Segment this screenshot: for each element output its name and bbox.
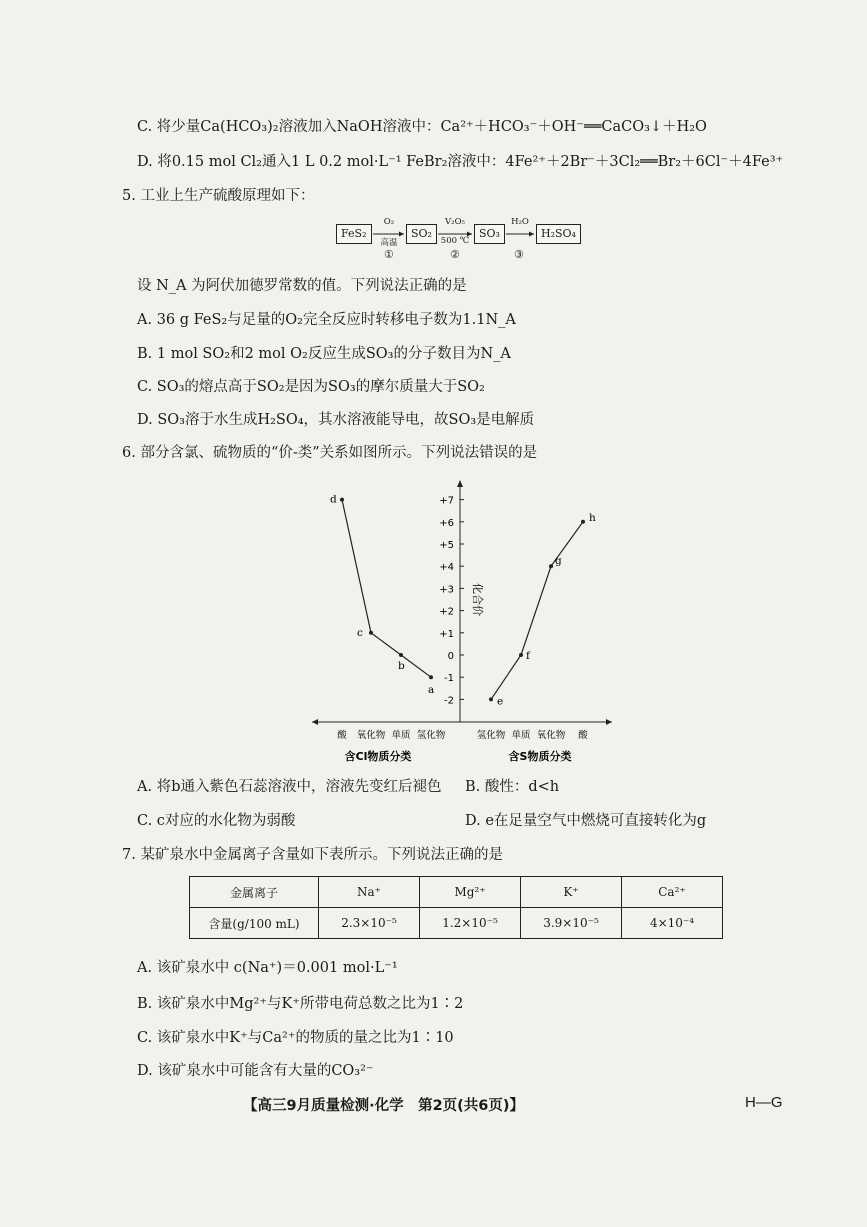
- sulfuric-acid-flow-diagram: [336, 217, 576, 266]
- data-point: [549, 564, 553, 568]
- q5-option-a: A. 36 g FeS₂与足量的O₂完全反应时转移电子数为1.1N_A: [137, 312, 516, 328]
- x-category-label: 氢化物: [416, 730, 446, 741]
- x-category-label: 单质: [511, 730, 531, 741]
- point-label: b: [398, 660, 405, 672]
- flow-step1: ①: [384, 248, 394, 261]
- point-label: e: [497, 695, 504, 708]
- q6-stem: 6. 部分含氯、硫物质的“价-类”关系如图所示。下列说法错误的是: [122, 445, 538, 461]
- valence-class-chart: [0, 470, 867, 770]
- paper-code: H—G: [745, 1094, 783, 1111]
- point-label: h: [589, 511, 596, 524]
- table-cell: Ca²⁺: [622, 877, 723, 908]
- y-axis-arrow: [457, 480, 463, 487]
- x-category-label: 酸: [578, 730, 588, 741]
- series-line: [491, 522, 583, 700]
- q5-option-d: D. SO₃溶于水生成H₂SO₄，其水溶液能导电，故SO₃是电解质: [137, 412, 535, 428]
- x-category-label: 单质: [391, 730, 411, 741]
- table-cell: Na⁺: [319, 877, 420, 908]
- y-tick-label: +2: [439, 606, 454, 618]
- q5-stem: 5. 工业上生产硫酸原理如下：: [122, 188, 315, 204]
- flow-box-h2so4: H₂SO₄: [536, 224, 581, 244]
- data-point: [369, 631, 373, 635]
- q5-option-b: B. 1 mol SO₂和2 mol O₂反应生成SO₃的分子数目为N_A: [137, 346, 511, 362]
- flow-arrow3-top: H₂O: [511, 217, 529, 227]
- q7-option-b: B. 该矿泉水中Mg²⁺与K⁺所带电荷总数之比为1∶2: [137, 996, 464, 1012]
- data-point: [340, 498, 344, 502]
- q6-option-a: A. 将b通入紫色石蕊溶液中，溶液先变红后褪色: [137, 779, 442, 795]
- y-tick-label: +1: [439, 628, 454, 640]
- q6-option-b: B. 酸性：d<h: [465, 779, 560, 795]
- data-point: [519, 653, 523, 657]
- flow-box-so3: SO₃: [474, 224, 505, 244]
- table-cell: Mg²⁺: [420, 877, 521, 908]
- flow-box-so2: SO₂: [406, 224, 437, 244]
- point-label: g: [555, 555, 562, 568]
- table-cell: 1.2×10⁻⁵: [420, 908, 521, 939]
- q7-option-c: C. 该矿泉水中K⁺与Ca²⁺的物质的量之比为1∶10: [137, 1030, 454, 1046]
- table-cell: 4×10⁻⁴: [622, 908, 723, 939]
- y-tick-label: +7: [439, 495, 454, 507]
- q7-option-d: D. 该矿泉水中可能含有大量的CO₃²⁻: [137, 1063, 374, 1079]
- flow-arrow2-bottom: 500 ℃: [440, 236, 470, 246]
- q7-stem: 7. 某矿泉水中金属离子含量如下表所示。下列说法正确的是: [122, 847, 503, 863]
- point-label: c: [357, 626, 363, 639]
- q5-option-c: C. SO₃的熔点高于SO₂是因为SO₃的摩尔质量大于SO₂: [137, 379, 485, 395]
- q7-option-a: A. 该矿泉水中 c(Na⁺)＝0.001 mol·L⁻¹: [137, 960, 398, 976]
- group-label: 含S物质分类: [508, 750, 572, 763]
- point-label: d: [330, 493, 337, 506]
- y-tick-label: +5: [439, 540, 454, 551]
- table-cell: 含量(g/100 mL): [190, 908, 319, 939]
- x-category-label: 氧化物: [536, 730, 566, 741]
- flow-step2: ②: [450, 248, 460, 261]
- flow-arrow1-top: O₂: [383, 217, 395, 227]
- point-label: a: [428, 684, 435, 697]
- table-cell: K⁺: [521, 877, 622, 908]
- q6-option-d: D. e在足量空气中燃烧可直接转化为g: [465, 813, 707, 829]
- y-tick-label: -1: [444, 673, 454, 685]
- series-line: [342, 500, 431, 678]
- table-cell: 3.9×10⁻⁵: [521, 908, 622, 939]
- flow-arrow2-top: V₂O₅: [445, 217, 465, 227]
- data-point: [399, 653, 403, 657]
- table-row: [190, 877, 723, 908]
- point-label: f: [526, 650, 530, 662]
- y-tick-label: +6: [439, 517, 454, 529]
- q5-intro: 设 N_A 为阿伏加德罗常数的值。下列说法正确的是: [137, 278, 467, 294]
- y-tick-label: -2: [444, 695, 454, 707]
- flow-box-fes2: FeS₂: [336, 224, 372, 244]
- data-point: [581, 520, 585, 524]
- ion-content-table: [189, 876, 723, 939]
- page-footer: 【高三9月质量检测·化学 第2页(共6页)】: [243, 1098, 525, 1114]
- table-cell: 金属离子: [190, 877, 319, 908]
- flow-step3: ③: [514, 248, 524, 261]
- data-point: [429, 675, 433, 679]
- x-axis-arrow-right: [606, 719, 612, 725]
- q6-option-c: C. c对应的水化物为弱酸: [137, 813, 296, 829]
- q4-option-c: C. 将少量Ca(HCO₃)₂溶液加入NaOH溶液中：Ca²⁺＋HCO₃⁻＋OH⁻══CaCO₃↓＋H₂O: [137, 119, 707, 135]
- q4-option-d: D. 将0.15 mol Cl₂通入1 L 0.2 mol·L⁻¹ FeBr₂溶液中：4Fe²⁺＋2Br⁻＋3Cl₂══Br₂＋6Cl⁻＋4Fe³⁺: [137, 154, 784, 170]
- y-axis-label: 化合价: [471, 583, 484, 616]
- x-category-label: 酸: [337, 730, 347, 741]
- y-tick-label: +3: [439, 584, 454, 596]
- x-category-label: 氧化物: [356, 730, 386, 741]
- table-cell: 2.3×10⁻⁵: [319, 908, 420, 939]
- group-label: 含Cl物质分类: [344, 750, 412, 763]
- x-category-label: 氢化物: [476, 730, 506, 741]
- flow-arrow1-bottom: 高温: [380, 238, 398, 248]
- y-tick-label: 0: [447, 651, 454, 662]
- x-axis-arrow-left: [312, 719, 318, 725]
- data-point: [489, 697, 493, 701]
- y-tick-label: +4: [439, 562, 454, 574]
- table-row: [190, 908, 723, 939]
